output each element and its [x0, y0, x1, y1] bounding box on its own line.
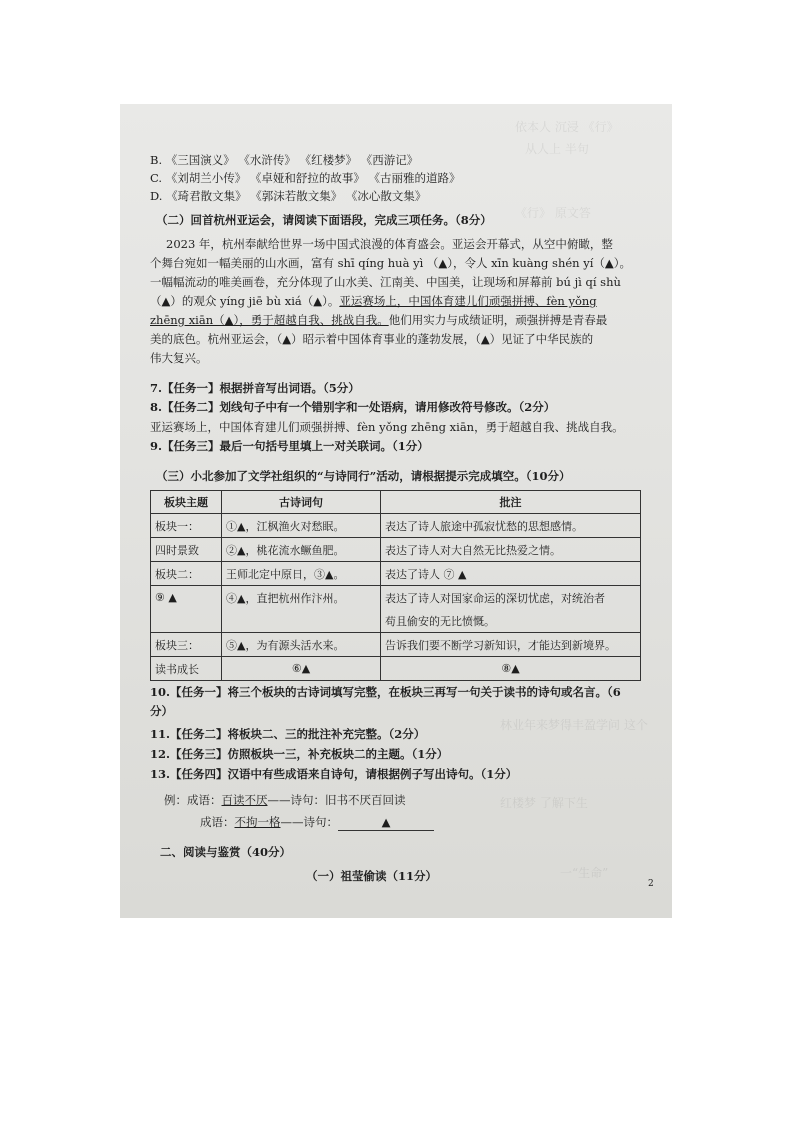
table-row: [151, 633, 641, 657]
table-row: [151, 514, 641, 538]
table-row: [151, 586, 641, 610]
theme-cell: ⑨ ▲: [151, 586, 222, 610]
poem-cell: ②▲，桃花流水鳜鱼肥。: [222, 538, 381, 562]
option-c: C. 《刘胡兰小传》 《卓娅和舒拉的故事》 《古丽雅的道路》: [150, 171, 461, 185]
note-cell: 表达了诗人对国家命运的深切忧虑，对统治者: [381, 586, 641, 610]
task-10-cont: 分）: [150, 704, 173, 718]
table-header: 批注: [381, 491, 641, 514]
example-line: [164, 792, 406, 808]
note-cell: 表达了诗人旅途中孤寂忧愁的思想感情。: [381, 514, 641, 538]
example-label: 例：成语：: [164, 793, 222, 807]
note-cell: 苟且偷安的无比愤慨。: [381, 609, 641, 633]
answer-blank[interactable]: ▲: [338, 814, 434, 831]
section2-para-4: [150, 293, 597, 309]
note-cell: 告诉我们要不断学习新知识，才能达到新境界。: [381, 633, 641, 657]
theme-cell: 板块三：: [151, 633, 222, 657]
part2-subheading: （一）祖莹偷读（11分）: [306, 869, 438, 883]
task-13: 13.【任务四】汉语中有些成语来自诗句，请根据例子写出诗句。（1分）: [150, 767, 518, 781]
table-row: [151, 609, 641, 633]
theme-cell: 板块二：: [151, 562, 222, 586]
para-5-plain: 他们用实力与成绩证明，顽强拼搏是青春最: [388, 313, 608, 327]
table-header: 古诗词句: [222, 491, 381, 514]
question-label: 成语：: [200, 815, 235, 829]
task-9: 9.【任务三】最后一句括号里填上一对关联词。（1分）: [150, 439, 429, 453]
section2-para-6: 美的底色。杭州亚运会，（▲）昭示着中国体育事业的蓬勃发展，（▲）见证了中华民族的: [150, 332, 594, 346]
poem-cell: ⑥▲: [222, 657, 381, 681]
task-8: 8.【任务二】划线句子中有一个错别字和一处语病，请用修改符号修改。（2分）: [150, 400, 556, 414]
note-cell: 表达了诗人对大自然无比热爱之情。: [381, 538, 641, 562]
task-7: 7.【任务一】根据拼音写出词语。（5分）: [150, 381, 360, 395]
section2-para-7: 伟大复兴。: [150, 351, 208, 365]
page-number: 2: [648, 879, 654, 889]
task-8-sentence: 亚运赛场上，中国体育建儿们顽强拼搏、fèn yǒng zhēng xiān，勇于超越自我、挑战自我。: [150, 420, 624, 434]
theme-cell: [151, 609, 222, 633]
theme-cell: 板块一：: [151, 514, 222, 538]
section2-para-3: 一幅幅流动的唯美画卷，充分体现了山水美、江南美、中国美，让现场和屏幕前 bú jì qí shù: [150, 275, 621, 289]
option-b: B. 《三国演义》 《水浒传》 《红楼梦》 《西游记》: [150, 153, 419, 167]
theme-cell: 读书成长: [151, 657, 222, 681]
table-row: [151, 538, 641, 562]
note-cell: ⑧▲: [381, 657, 641, 681]
section3-heading: （三）小北参加了文学社组织的“与诗同行”活动，请根据提示完成填空。（10分）: [156, 469, 571, 483]
note-cell: 表达了诗人 ⑦ ▲: [381, 562, 641, 586]
question-line: [200, 814, 434, 831]
poem-cell: ④▲，直把杭州作汴州。: [222, 586, 381, 610]
option-d: D. 《琦君散文集》 《郭沫若散文集》 《冰心散文集》: [150, 189, 427, 203]
example-idiom: 百读不厌: [221, 793, 268, 807]
para-5-underlined: zhēng xiān（▲），勇于超越自我、挑战自我。: [150, 313, 389, 327]
poem-cell: [222, 609, 381, 633]
table-row: [151, 657, 641, 681]
poem-cell: ①▲，江枫渔火对愁眠。: [222, 514, 381, 538]
example-poem: ——诗句：旧书不厌百回读: [267, 793, 406, 807]
section2-para-5: [150, 312, 607, 328]
section2-heading: （二）回首杭州亚运会，请阅读下面语段，完成三项任务。（8分）: [156, 213, 492, 227]
table-row: [151, 562, 641, 586]
poetry-table: [150, 490, 641, 681]
poem-cell: 王师北定中原日，③▲。: [222, 562, 381, 586]
exam-page: 依本人 沉浸 《行》 从人上 半句 《行》 原文答 林业年来梦得丰盈学问 这个 红楼梦 了解下生 一“生命” B. 《三国演义》 《水浒传》 《红楼梦》 《西游记》 C. 《刘胡兰小传》 《卓娅和舒拉的故事》 《古丽雅的道路》 D. 《琦君散文集》 《郭沫若散文集》 《冰心散文集》 （二）回首杭州亚运会，请阅读下面语段，完成三项任务。（8分） 2023 年，杭州奉献给世界一场中国式浪漫的体育盛会。亚运会开幕式，从空中俯瞰，整 个舞台宛如一幅美丽的山水画，富有 shī qíng huà yì （▲），令人 xīn kuàng shén yí（▲）。 一幅幅流动的唯美画卷，充分体现了山水美、江南美、中国美，让现场和屏幕前 bú jì qí shù （▲）的观众 yíng jiē bù xiá（▲）。亚运赛场上，中国体育建儿们顽强拼搏、fèn yǒng zhēng xiān（▲），勇于超越自我、挑战自我。他们用实力与成绩证明，顽强拼搏是青春最 美的底色。杭州亚运会，（▲）昭示着中国体育事业的蓬勃发展，（▲）见证了中华民族的 伟大复兴。 7.【任务一】根据拼音写出词语。（5分） 8.【任务二】划线句子中有一个错别字和一处语病，请用修改符号修改。（2分） 亚运赛场上，中国体育建儿们顽强拼搏、fèn yǒng zhēng xiān，勇于超越自我、挑战自我。 9.【任务三】最后一句括号里填上一对关联词。（1分） （三）小北参加了文学社组织的“与诗同行”活动，请根据提示完成填空。（10分） 板块主题 古诗词句 批注 板块一： ①▲，江枫渔火对愁眠。 表达了诗人旅途中孤寂忧愁的思想感情。 四时景致 ②▲，桃花流水鳜鱼肥。 表达了诗人对大自然无比热爱之情。 板块二： 王师北定中原日，③▲。 表达了诗人 ⑦ ▲ ⑨ ▲ ④▲，直把杭州作汴州。 表达了诗人对国家命运的深切忧虑，对统治者 苟且偷安的无比愤慨。 板块三： ⑤▲，为有源头活水来。 告诉我们要不断学习新知识，才能达到新境界。 读书成长 ⑥▲ ⑧▲ 10.【任务一】将三个板块的古诗词填写完整，在板块三再写一句关于读书的诗句或名言。（6 分） 11.【任务二】将板块二、三的批注补充完整。（2分） 12.【任务三】仿照板块一三，补充板块二的主题。（1分） 13.【任务四】汉语中有些成语来自诗句，请根据例子写出诗句。（1分） 例：成语：百读不厌——诗句：旧书不厌百回读 成语：不拘一格——诗句： ▲ 二、阅读与鉴赏（40分） （一）祖莹偷读（11分） 2: [120, 104, 672, 918]
table-header: 板块主题: [151, 491, 222, 514]
para-4-underlined: 亚运赛场上，中国体育建儿们顽强拼搏、fèn yǒng: [339, 294, 597, 308]
part2-heading: 二、阅读与鉴赏（40分）: [160, 845, 292, 859]
question-idiom: 不拘一格: [234, 815, 281, 829]
task-11: 11.【任务二】将板块二、三的批注补充完整。（2分）: [150, 727, 426, 741]
question-poem-label: ——诗句：: [280, 815, 338, 829]
theme-cell: 四时景致: [151, 538, 222, 562]
section2-para-2: 个舞台宛如一幅美丽的山水画，富有 shī qíng huà yì （▲），令人 xīn kuàng shén yí（▲）。: [150, 256, 631, 270]
table-header-row: [151, 491, 641, 514]
para-4-plain: （▲）的观众 yíng jiē bù xiá（▲）。: [150, 294, 340, 308]
task-12: 12.【任务三】仿照板块一三，补充板块二的主题。（1分）: [150, 747, 449, 761]
section2-para-1: 2023 年，杭州奉献给世界一场中国式浪漫的体育盛会。亚运会开幕式，从空中俯瞰，整: [166, 237, 613, 251]
poem-cell: ⑤▲，为有源头活水来。: [222, 633, 381, 657]
task-10: 10.【任务一】将三个板块的古诗词填写完整，在板块三再写一句关于读书的诗句或名言。（6: [150, 685, 621, 699]
